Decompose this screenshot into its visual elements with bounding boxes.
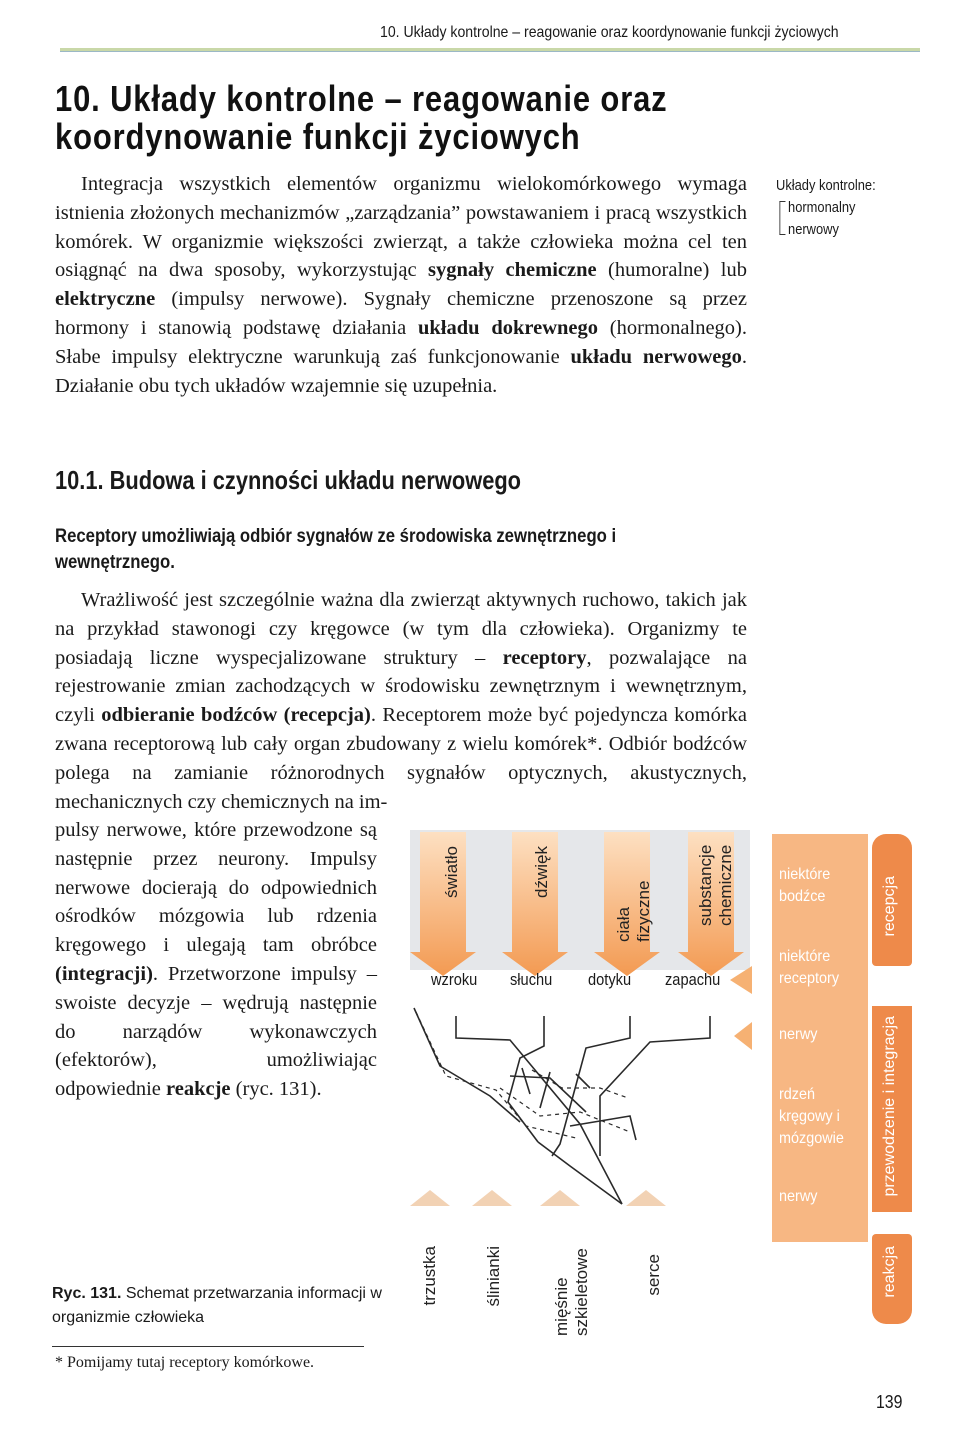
- caption-label: Ryc. 131.: [52, 1285, 122, 1302]
- nerve-row-pointer: [734, 1022, 752, 1050]
- margin-note: [776, 175, 876, 241]
- intro-paragraph: [55, 170, 747, 400]
- chapter-title-line-1: 10. Układy kontrolne – reagowanie oraz: [55, 78, 668, 119]
- margin-note-bracket: [779, 201, 785, 235]
- effector-label: serce: [644, 1254, 663, 1296]
- dashed-pathways: [416, 1012, 630, 1138]
- bold-term: sygnały chemiczne: [428, 259, 597, 282]
- section-title: 10.1. Budowa i czynności układu nerwowego: [55, 465, 522, 495]
- effector-arrowhead: [410, 1190, 450, 1206]
- stimulus-label: światło: [442, 846, 461, 898]
- receptor-label: wzroku: [431, 970, 478, 989]
- receptor-label: zapachu: [665, 970, 721, 989]
- legend-item: nerwy: [779, 1188, 818, 1205]
- chapter-title-line-2: koordynowanie funkcji życiowych: [55, 116, 581, 157]
- effector-arrowhead: [472, 1190, 512, 1206]
- receptor-label: słuchu: [510, 970, 553, 989]
- bold-term: odbieranie bodźców: [101, 704, 278, 727]
- intro-text-3: (impulsy nerwowe). Sygnały chemiczne przenoszone są przez hormony i stanowią podstawę działania: [55, 288, 747, 339]
- running-header: 10. Układy kontrolne – reagowanie oraz koordynowanie funkcji życiowych: [380, 24, 839, 41]
- stage-label: recepcja: [881, 876, 898, 937]
- effector-arrowhead: [626, 1190, 666, 1206]
- figure-caption: [52, 1282, 382, 1330]
- legend-item: nerwy: [779, 1026, 818, 1043]
- bold-term: (recepcja): [277, 704, 371, 727]
- section-text-4: pulsy nerwowe, które przewodzone są następnie przez neurony. Impulsy nerwowe docierają do odpowiednich ośrodków mózgowia lub rdzenia kręgowego i ulegają tam obróbce: [55, 819, 377, 957]
- stage-label: przewodzenie i integracja: [881, 1016, 898, 1197]
- effector-arrowhead: [540, 1190, 580, 1206]
- legend-item: rdzeń kręgowy i mózgowie: [779, 1086, 844, 1147]
- margin-note-item: nerwowy: [788, 221, 839, 238]
- page-number: 139: [876, 1392, 903, 1412]
- bold-term: receptory: [502, 646, 587, 669]
- intro-text-5: . Działanie obu tych układów wzajemnie się uzupełnia.: [55, 345, 748, 397]
- nerve-pathways: [414, 1008, 710, 1204]
- effector-arrows: [410, 1190, 666, 1206]
- bold-term: elektryczne: [55, 288, 156, 311]
- section-text-5: . Przetworzone impulsy – swoiste decyzje – wędrują następnie do narządów wykonawczych (efektorów), umożliwiając odpowiednie: [55, 962, 377, 1101]
- section-lead: Receptory umożliwiają odbiór sygnałów ze środowiska zewnętrznego i wewnętrznego.: [55, 526, 617, 573]
- legend-item: niektóre bodźce: [779, 866, 831, 905]
- margin-note-title: Układy kontrolne:: [776, 177, 876, 194]
- effector-label: ślinianki: [484, 1246, 503, 1307]
- footnote: * Pomijamy tutaj receptory komórkowe.: [55, 1354, 315, 1371]
- stimulus-label: dźwięk: [532, 846, 551, 898]
- section-paragraph-continued: [55, 816, 377, 1104]
- section-text-2: , pozwalające na rejestrowanie zmian zachodzących w środowisku zewnętrznym i wewnętrznym, czyli: [55, 646, 747, 727]
- margin-note-item: hormonalny: [788, 199, 856, 216]
- caption-text: Schemat przetwarzania informacji w organizmie człowieka: [52, 1285, 382, 1326]
- stimulus-label: ciała fizyczne: [614, 880, 653, 942]
- chapter-title: [55, 80, 668, 156]
- section-text-1: Wrażliwość jest szczególnie ważna dla zwierząt aktywnych ruchowo, takich jak na przykład stawonogi czy kręgowce (w tym dla człowieka). Organizmy te posiadają liczne wyspecjalizowane struktury –: [55, 589, 747, 669]
- intro-text-1: Integracja wszystkich elementów organizmu wielokomórkowego wymaga istnienia złożonych mechanizmów „zarządzania” powstawaniem i pracą wszystkich komórek. W organizmie większości zwierząt, a także człowieka można cel ten osiągnąć na dwa sposoby, wykorzystując: [55, 173, 747, 282]
- bold-term: reakcje: [166, 1078, 231, 1101]
- footnote-rule: [52, 1346, 364, 1347]
- stimulus-label: substancje chemiczne: [696, 844, 735, 926]
- bold-term: układu nerwowego: [570, 345, 742, 368]
- legend-item: mięśnie lub gruczoły: [779, 1248, 852, 1287]
- section-text-3: . Receptorem może być pojedyncza komórka zwana receptorową lub cały organ zbudowany z wielu komórek*. Odbiór bodźców polega na zamianie różnorodnych sygnałów optycznych, akustycznych, mechanicznych czy chemicznych na im-: [55, 704, 747, 813]
- bold-term: (integracji): [55, 962, 153, 985]
- legend-item: niektóre receptory: [779, 948, 840, 987]
- effector-label: trzustka: [420, 1246, 439, 1306]
- bold-term: układu dokrewnego: [417, 316, 599, 339]
- intro-text-4: (hormonalnego). Słabe impulsy elektryczne warunkują zaś funkcjonowanie: [55, 316, 748, 368]
- section-paragraph: [55, 586, 747, 816]
- section-text-6: (ryc. 131).: [230, 1078, 322, 1101]
- intro-text-2: (humoralne) lub: [596, 259, 747, 282]
- receptor-label: dotyku: [588, 970, 632, 989]
- effector-label: mięśnie szkieletowe: [552, 1248, 591, 1336]
- header-rule-secondary: [60, 51, 920, 52]
- stage-label: reakcja: [881, 1246, 898, 1298]
- receptor-row-pointer: [730, 966, 752, 994]
